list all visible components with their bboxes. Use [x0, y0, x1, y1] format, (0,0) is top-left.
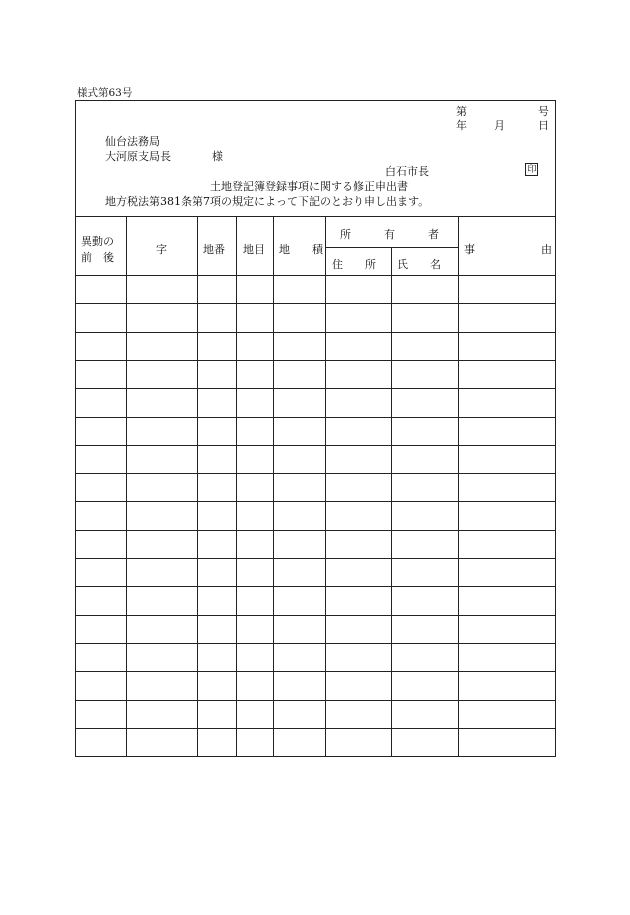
statement: 地方税法第381条第7項の規定によって下記のとおり申し出ます。 [105, 195, 430, 208]
date-day: 日 [538, 119, 549, 132]
col-land-category: 地目 [243, 243, 265, 256]
addressee-honorific: 様 [212, 150, 223, 163]
form-number: 様式第63号 [77, 87, 133, 99]
seal-mark: 印 [527, 164, 536, 174]
sender: 白石市長 [385, 165, 429, 178]
number-prefix: 第 [456, 105, 467, 118]
column-divider [236, 216, 237, 756]
col-name: 氏 名 [397, 258, 441, 271]
column-divider [391, 247, 392, 756]
table-row [76, 558, 555, 559]
col-owner: 所 有 者 [340, 228, 439, 241]
header-area [76, 101, 555, 216]
table-row [76, 728, 555, 729]
col-change-line1: 異動の [81, 235, 114, 248]
table-row [76, 388, 555, 389]
addressee-office: 仙台法務局 [105, 135, 160, 148]
column-divider [458, 216, 459, 756]
table-row [76, 643, 555, 644]
form-title: 土地登記簿登録事項に関する修正申出書 [210, 180, 408, 193]
column-divider [126, 216, 127, 756]
table-row [76, 417, 555, 418]
number-suffix: 号 [538, 105, 549, 118]
date-year: 年 [456, 119, 467, 132]
col-area: 地 積 [279, 243, 323, 256]
table-row [76, 700, 555, 701]
column-divider [325, 216, 326, 756]
table-row [76, 332, 555, 333]
table-row [76, 303, 555, 304]
col-address: 住 所 [332, 258, 376, 271]
column-divider [197, 216, 198, 756]
col-aza: 字 [156, 243, 167, 256]
col-lot-number: 地番 [203, 243, 225, 256]
table-row [76, 445, 555, 446]
header-bottom-rule [76, 275, 555, 276]
form-frame [75, 100, 556, 757]
date-month: 月 [494, 119, 505, 132]
table-row [76, 671, 555, 672]
col-change-line2: 前 後 [81, 251, 114, 264]
table-row [76, 530, 555, 531]
column-divider [273, 216, 274, 756]
addressee-branch: 大河原支局長 [105, 150, 171, 163]
table-row [76, 586, 555, 587]
table-row [76, 473, 555, 474]
col-reason: 事 由 [464, 243, 552, 256]
table-row [76, 501, 555, 502]
table-row [76, 615, 555, 616]
table-row [76, 360, 555, 361]
table-top-rule [76, 216, 555, 217]
